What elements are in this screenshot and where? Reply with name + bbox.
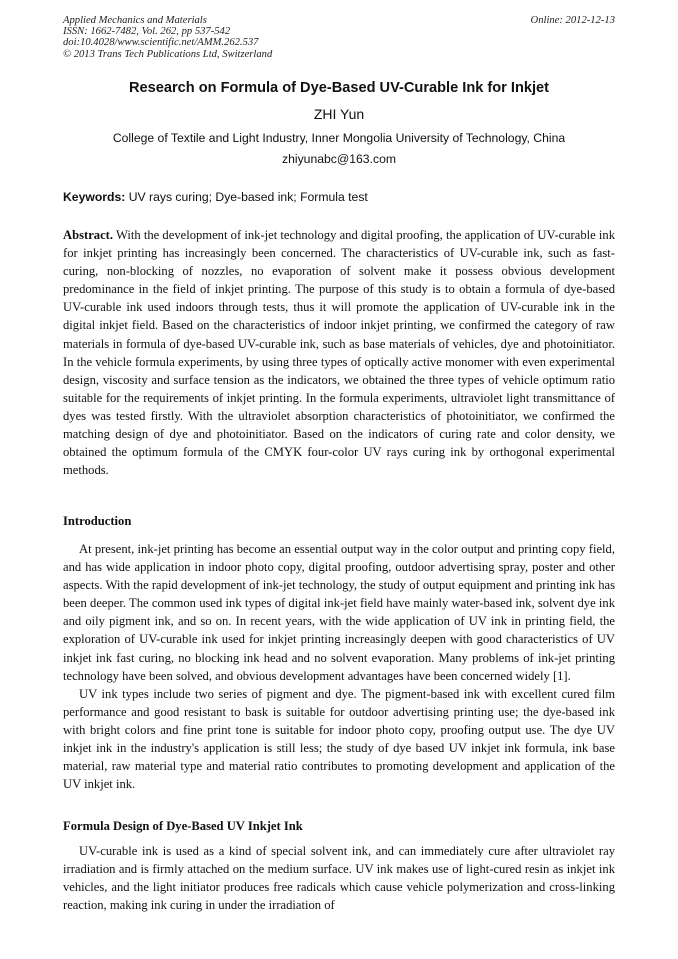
formula-design-body <box>63 842 615 954</box>
abstract-label: Abstract. <box>63 228 114 242</box>
keywords <box>63 190 615 204</box>
keywords-label: Keywords: <box>63 190 126 204</box>
abstract <box>63 226 615 479</box>
abstract-text: With the development of ink-jet technology and digital proofing, the application of UV-curable ink for inkjet printing has increasingly been concerned. The characteristics of UV-curable ink, such as fast-curing, non-blocking of nozzles, no evaporation of solvent make it possess obvious development predominance in the field of inkjet printing. The purpose of this study is to obtain a formula of dye-based UV-curable ink used indoors through tests, thus it will promote the application of UV-curable ink in the digital inkjet field. Based on the characteristics of indoor inkjet printing, we confirmed the category of raw materials in formula of dye-based UV-curable ink, such as base materials of vehicles, dye and photoinitiator. In the vehicle formula experiments, by using three types of optically active monomer with even experimental design, viscosity and surface tension as the indicators, we obtained the three types of vehicle optimum ratio suitable for the requirements of inkjet printing. In the formula experiments, ultraviolet light transmittance of dyes was tested firstly. With the ultraviolet absorption characteristics of photoinitiator, we confirmed the matching design of dye and photoinitiator. Based on the indicators of curing rate and color density, we obtained the optimum formula of the CMYK four-color UV rays curing ink by orthogonal experimental methods. <box>63 228 615 478</box>
author-name: ZHI Yun <box>313 106 365 122</box>
paragraph: UV-curable ink is used as a kind of special solvent ink, and can immediately cure after ultraviolet ray irradiation and is firmly attached on the medium surface. UV ink makes use of light-cured resin as inkjet ink vehicles, and the light initiator produces free radicals which cause vehicle polymerization and cross-linking reaction, making ink curing in under the irradiation of <box>63 844 615 913</box>
online-date: Online: 2012-12-13 <box>530 15 615 26</box>
paragraph: At present, ink-jet printing has become an essential output way in the color output and printing copy field, and has wide application in indoor photo copy, digital proofing, outdoor advertising spray, poster and other aspects. With the rapid development of ink-jet technology, the study of output equipment and printing ink has been deeper. The common used ink types of digital ink-jet field have mainly water-based ink, solvent dye ink and oily pigment ink, and so on. In recent years, with the wide application of UV ink in printing field, the exploration of UV-curable ink used for inkjet printing increasingly deepen with good characteristics of UV inkjet ink fast curing, no blocking ink head and no solvent evaporation. Many problems of ink-jet printing technology have been solved, and obvious development advantages have been concerned widely [1]. <box>63 542 615 683</box>
paper-title: Research on Formula of Dye-Based UV-Curable Ink for Inkjet <box>128 80 550 96</box>
doi-line: doi:10.4028/www.scientific.net/AMM.262.537 <box>63 37 259 49</box>
formula-design-heading: Formula Design of Dye-Based UV Inkjet Ink <box>63 819 303 833</box>
author-email: zhiyunabc@163.com <box>282 152 396 166</box>
keywords-text: UV rays curing; Dye-based ink; Formula test <box>128 190 368 204</box>
copyright-line: © 2013 Trans Tech Publications Ltd, Switzerland <box>63 48 273 60</box>
author-affiliation: College of Textile and Light Industry, Inner Mongolia University of Technology, China <box>112 131 566 145</box>
journal-name: Applied Mechanics and Materials <box>63 15 207 26</box>
journal-header <box>63 15 615 60</box>
paragraph: UV ink types include two series of pigment and dye. The pigment-based ink with excellent cured film performance and good resistant to bask is suitable for outdoor advertising printing use; the dye-based ink with bright colors and fine print tone is suitable for indoor photo copy, proofing output use. The dye UV inkjet ink in the industry's application is still less; the study of dye based UV inkjet ink formula, ink base material, raw material type and material ratio contributes to promoting development and application of the UV inkjet ink. <box>63 686 615 792</box>
introduction-heading: Introduction <box>63 514 132 528</box>
issn-line: ISSN: 1662-7482, Vol. 262, pp 537-542 <box>63 26 231 38</box>
introduction-body <box>63 540 615 793</box>
